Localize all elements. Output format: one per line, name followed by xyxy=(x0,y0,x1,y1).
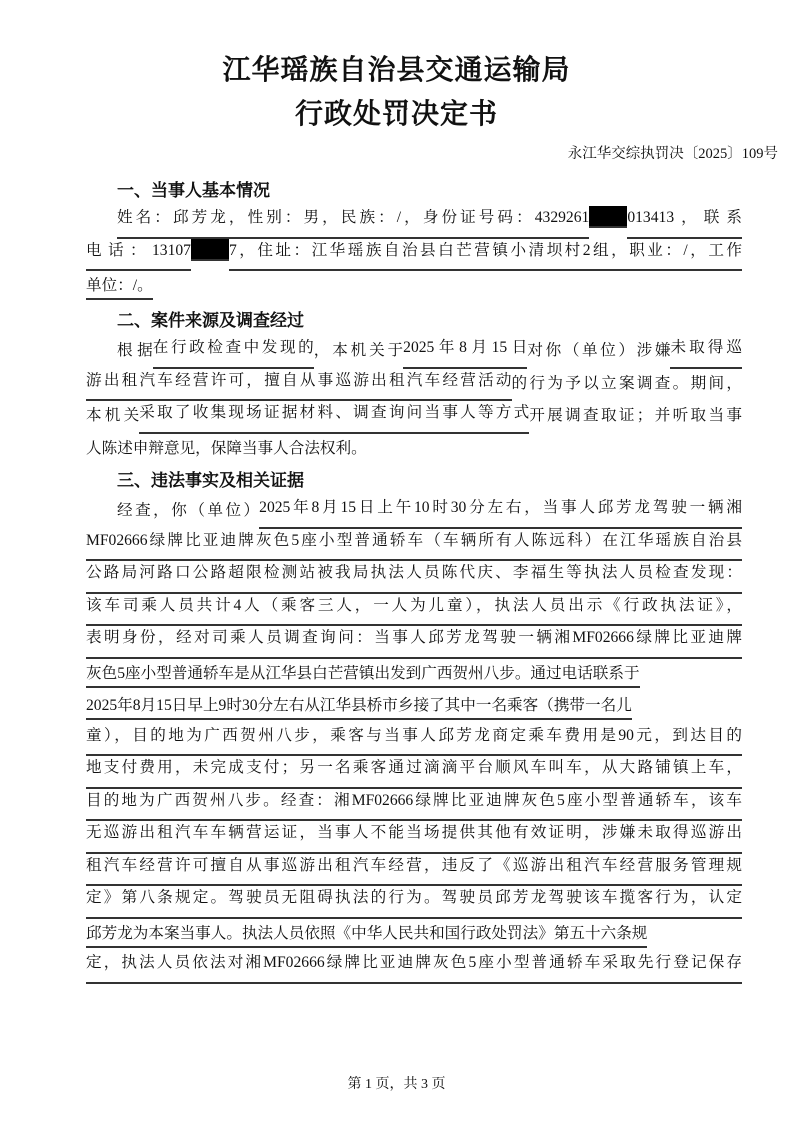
section-heading-case-source: 二、案件来源及调查经过 xyxy=(117,311,304,330)
text-line xyxy=(86,691,742,724)
underlined-text: 电话：13107 xyxy=(86,239,191,272)
document-title-agency: 江华瑶族自治县交通运输局 xyxy=(222,55,571,86)
underlined-text: 该车司乘人员共计4人（乘客三人，一人为儿童），执法人员出示《行政执法证》， xyxy=(86,594,742,627)
underlined-text: 地支付费用，未完成支付；另一名乘客通过滴滴平台顺风车叫车，从大路铺镇上车， xyxy=(86,756,742,789)
text-segment: 开展调查取证；并听取当事 xyxy=(529,407,742,424)
underlined-text: 童），目的地为广西贺州八步，乘客与当事人邱芳龙商定乘车费用是90元，到达目的 xyxy=(86,724,742,757)
text-line xyxy=(86,886,742,919)
section-body-violation-facts xyxy=(86,496,742,984)
text-segment: 人陈述申辩意见，保障当事人合法权利。 xyxy=(86,439,367,457)
section-body-party-info xyxy=(86,206,742,304)
underlined-text: MF02666绿牌比亚迪牌灰色5座小型普通轿车（车辆所有人陈远科）在江华瑶族自治县 xyxy=(86,529,742,562)
underlined-text: 单位：/。 xyxy=(86,274,153,300)
text-segment: 根据 xyxy=(117,342,153,359)
text-line xyxy=(86,789,742,822)
text-segment: 的行为予以立案调查。期间， xyxy=(511,374,742,392)
text-line xyxy=(86,239,742,272)
text-segment: 经查，你（单位） xyxy=(117,502,260,519)
text-line xyxy=(86,401,742,434)
section-body-case-source xyxy=(86,336,742,466)
section-heading-party-info: 一、当事人基本情况 xyxy=(117,181,270,200)
underlined-text: 姓名：邱芳龙，性别：男，民族：/，身份证号码：4329261 xyxy=(117,206,589,239)
underlined-text: 2025年8月15日早上9时30分左右从江华县桥市乡接了其中一名乘客（携带一名儿 xyxy=(86,694,632,720)
text-line xyxy=(86,496,742,529)
underlined-text: 游出租汽车经营许可，擅自从事巡游出租汽车经营活动 xyxy=(86,369,512,402)
underlined-text: 无巡游出租汽车车辆营运证，当事人不能当场提供其他有效证明，涉嫌未取得巡游出 xyxy=(86,821,742,854)
underlined-text: 灰色5座小型普通轿车是从江华县白芒营镇出发到广西贺州八步。通过电话联系于 xyxy=(86,662,640,688)
text-line xyxy=(86,594,742,627)
underlined-text: 2025年8月15日 xyxy=(403,336,527,369)
underlined-text: 2025年8月15日上午10时30分左右，当事人邱芳龙驾驶一辆湘 xyxy=(259,496,742,529)
text-line xyxy=(86,561,742,594)
page-footer: 第 1 页，共 3 页 xyxy=(347,1077,446,1092)
text-line xyxy=(86,659,742,692)
underlined-text: 公路局河路口公路超限检测站被我局执法人员陈代庆、李福生等执法人员检查发现： xyxy=(86,561,742,594)
text-line xyxy=(86,626,742,659)
underlined-text: 定，执法人员依法对湘MF02666绿牌比亚迪牌灰色5座小型普通轿车采取先行登记保存 xyxy=(86,951,742,984)
underlined-text: 7，住址：江华瑶族自治县白芒营镇小清坝村2组，职业：/，工作 xyxy=(229,239,742,272)
underlined-text: 未取得巡 xyxy=(670,336,742,369)
text-line xyxy=(86,206,742,239)
text-line xyxy=(86,919,742,952)
text-segment: ，本机关于 xyxy=(313,342,404,359)
redaction-block xyxy=(191,239,229,261)
document-title-type: 行政处罚决定书 xyxy=(294,99,498,130)
text-line xyxy=(86,529,742,562)
text-line xyxy=(86,821,742,854)
underlined-text: 在行政检查中发现的 xyxy=(153,336,314,369)
text-segment: 本机关 xyxy=(86,407,140,424)
text-segment: 对你（单位）涉嫌 xyxy=(527,342,671,359)
text-line xyxy=(86,951,742,984)
text-line xyxy=(86,434,742,467)
underlined-text: 013413，联系 xyxy=(627,206,742,239)
document-number: 永江华交综执罚决〔2025〕109号 xyxy=(567,146,778,162)
underlined-text: 采取了收集现场证据材料、调查询问当事人等方式 xyxy=(139,401,529,434)
text-line xyxy=(86,756,742,789)
text-line xyxy=(86,854,742,887)
redaction-block xyxy=(589,206,627,228)
section-heading-violation-facts: 三、违法事实及相关证据 xyxy=(117,471,304,490)
underlined-text: 租汽车经营许可擅自从事巡游出租汽车经营，违反了《巡游出租汽车经营服务管理规 xyxy=(86,854,742,887)
underlined-text: 表明身份，经对司乘人员调查询问：当事人邱芳龙驾驶一辆湘MF02666绿牌比亚迪牌 xyxy=(86,626,742,659)
underlined-text: 目的地为广西贺州八步。经查：湘MF02666绿牌比亚迪牌灰色5座小型普通轿车，该车 xyxy=(86,789,742,822)
underlined-text: 邱芳龙为本案当事人。执法人员依照《中华人民共和国行政处罚法》第五十六条规 xyxy=(86,922,647,948)
underlined-text: 定》第八条规定。驾驶员无阻碍执法的行为。驾驶员邱芳龙驾驶该车揽客行为，认定 xyxy=(86,886,742,919)
text-line xyxy=(86,271,742,304)
text-line xyxy=(86,336,742,369)
text-line xyxy=(86,369,742,402)
text-line xyxy=(86,724,742,757)
